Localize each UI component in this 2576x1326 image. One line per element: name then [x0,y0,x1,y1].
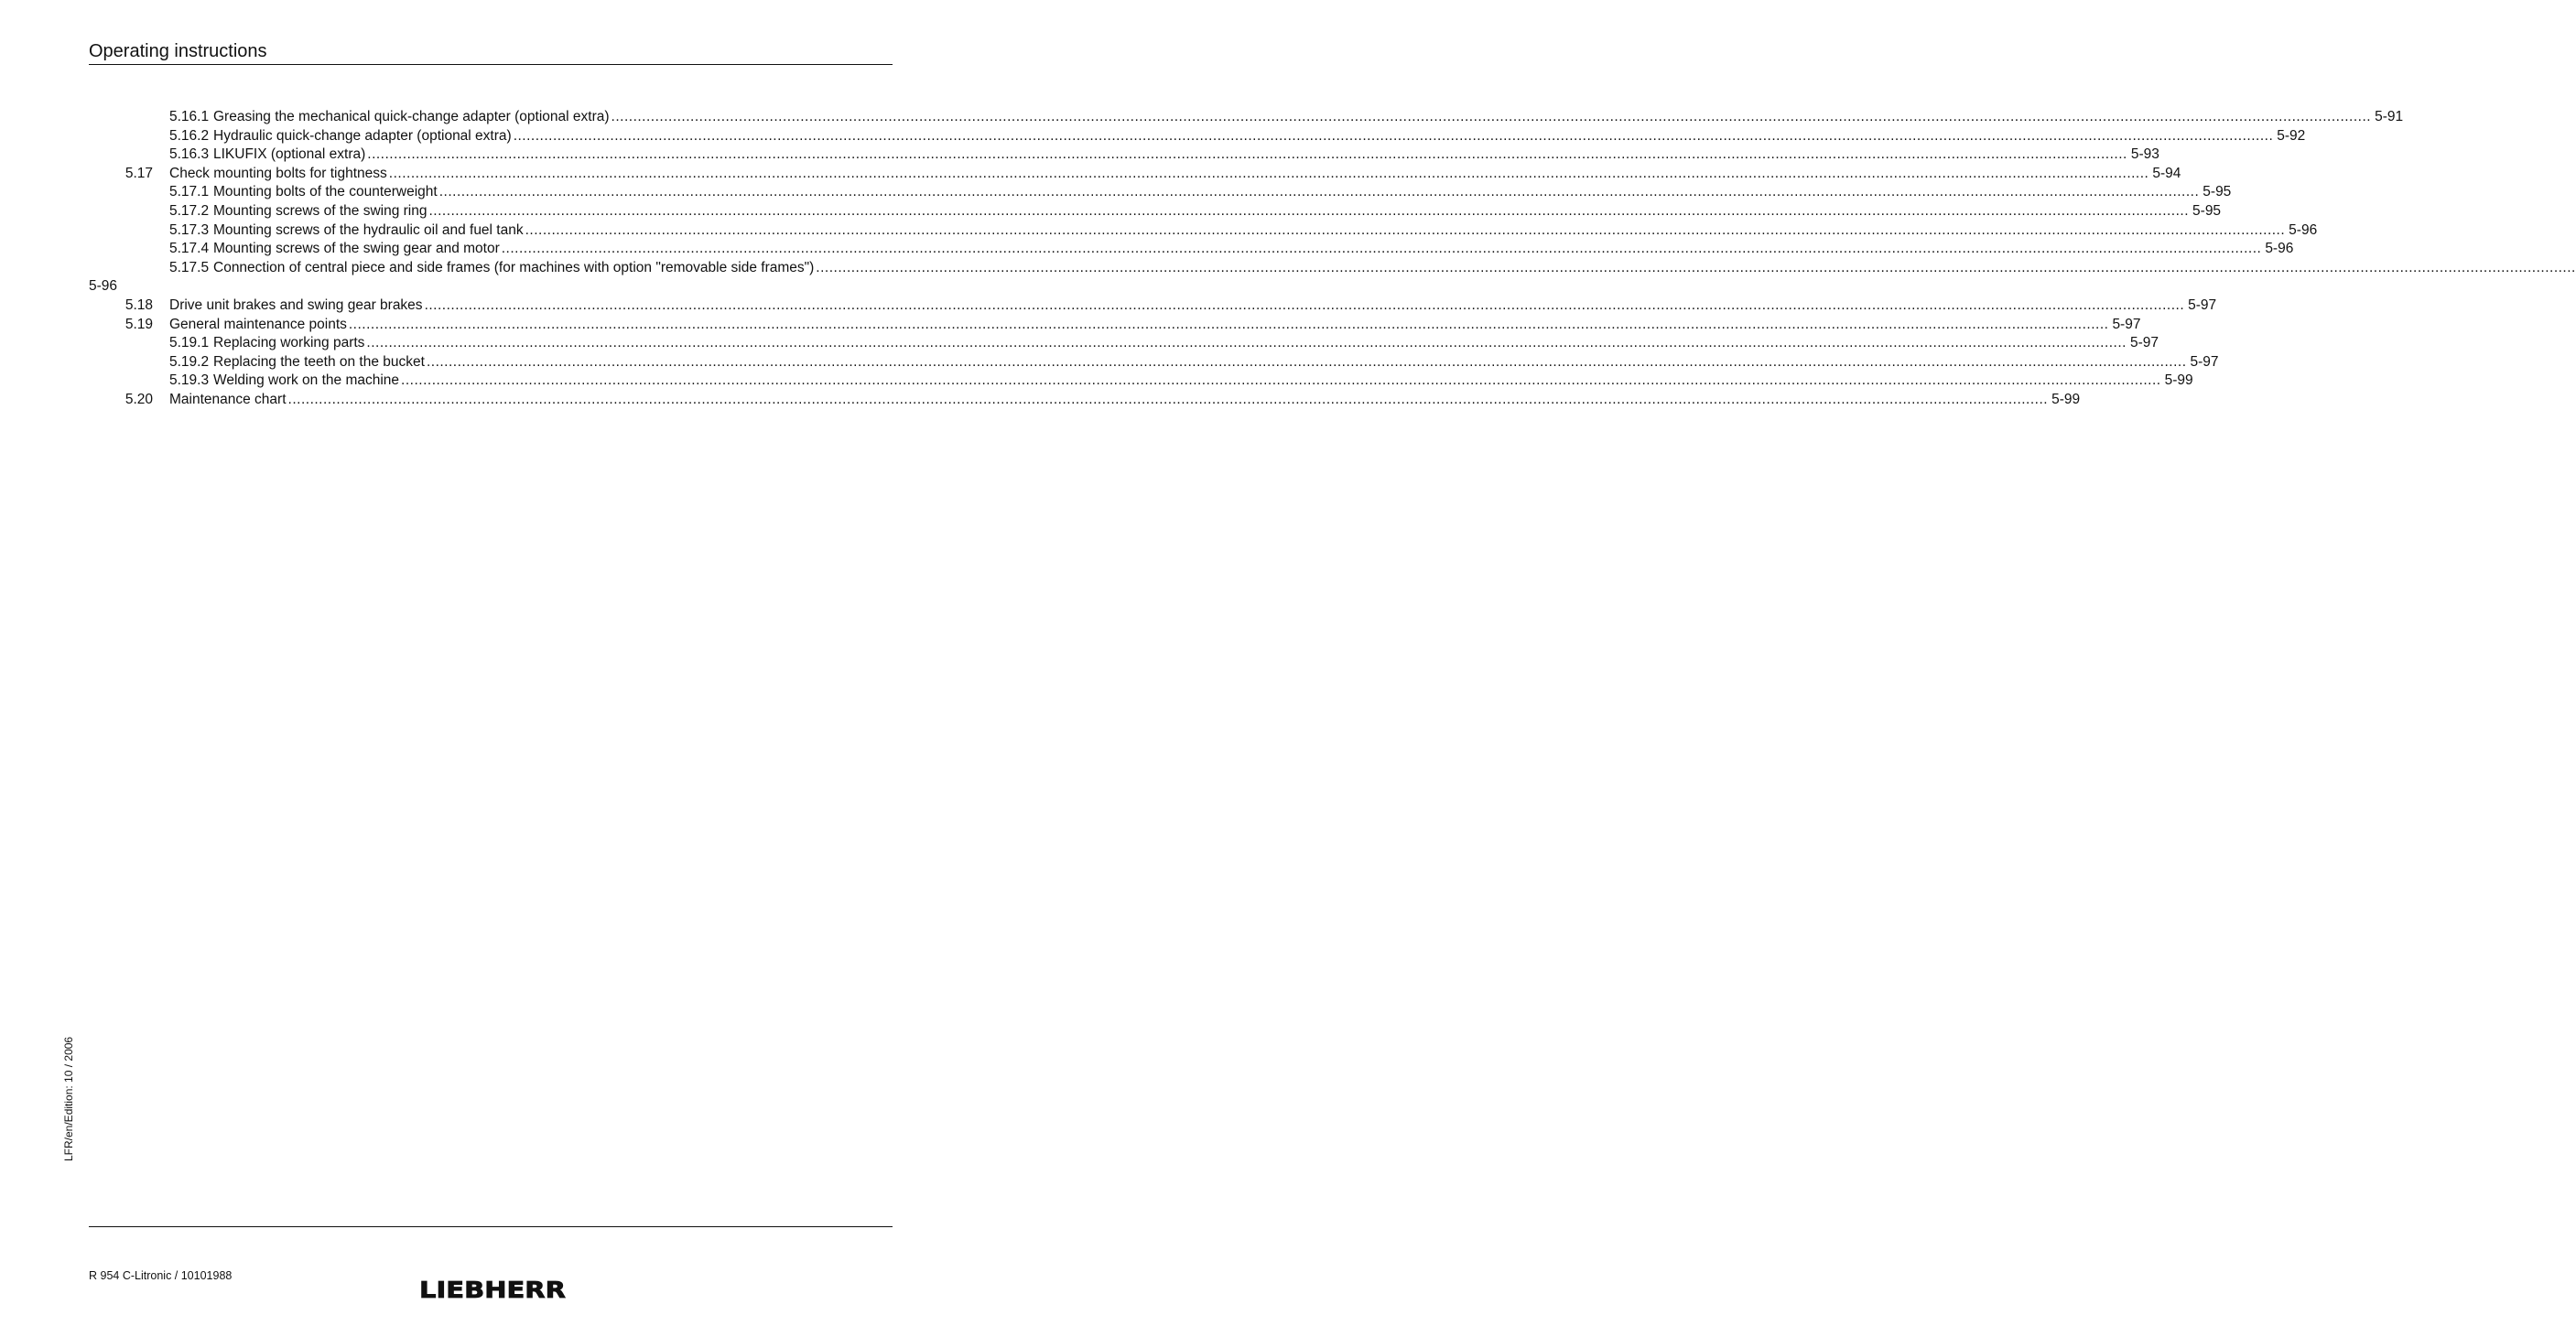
toc-entry[interactable] [89,202,2222,221]
toc-entry[interactable] [89,259,2576,278]
toc-entry-number: 5.16.2 [169,127,210,144]
toc-entry-number: 5.16.1 [169,109,210,124]
toc-dot-leader: ................................................................................................................................................................................................................................................................................................................................................................................................................ [367,146,2127,163]
toc-dot-leader: ................................................................................................................................................................................................................................................................................................................................................................................................................ [388,165,2149,181]
toc-entry-number: 5.17.3 [169,221,210,238]
toc-dot-leader: ................................................................................................................................................................................................................................................................................................................................................................................................................ [611,109,2372,124]
toc-entry-page: 5-93 [2130,146,2159,163]
toc-entry-title: Mounting screws of the swing ring [213,202,428,219]
toc-entry-title: Replacing the teeth on the bucket [213,353,425,370]
toc-dot-leader: ................................................................................................................................................................................................................................................................................................................................................................................................................ [401,372,2161,389]
toc-entry-number: 5.20 [124,391,153,407]
toc-entry[interactable] [89,334,2159,353]
toc-dot-leader: ................................................................................................................................................................................................................................................................................................................................................................................................................ [348,316,2109,332]
toc-entry-number: 5.16.3 [169,146,210,163]
toc-dot-leader: ................................................................................................................................................................................................................................................................................................................................................................................................................ [287,391,2049,407]
toc-entry[interactable] [89,221,2318,241]
liebherr-logo-text: LIEBHERR [419,1277,566,1303]
toc-entry-page: 5-99 [2051,391,2081,407]
toc-entry-page: 5-96 [2289,221,2318,238]
toc-entry[interactable] [89,165,2181,184]
toc-entry[interactable] [89,296,2217,316]
toc-entry-page: 5-92 [2277,127,2306,144]
toc-entry-number: 5.19 [124,316,153,332]
liebherr-logo-mark [418,1277,567,1303]
toc-entry-title: Maintenance chart [169,391,287,407]
toc-entry-number: 5.17.4 [169,241,210,257]
toc-entry-page: 5-97 [2188,296,2217,313]
toc-entry-page: 5-96 [89,278,118,295]
toc-entry-page: 5-99 [2164,372,2193,389]
toc-entry-title: General maintenance points [169,316,347,332]
toc-entry[interactable] [89,353,2219,372]
toc-entry-page: 5-95 [2192,202,2222,219]
edition-sidebar-text: LFR/en/Edition: 10 / 2006 [62,1036,75,1161]
toc-entry-page: 5-91 [2375,109,2404,124]
toc-dot-leader: ................................................................................................................................................................................................................................................................................................................................................................................................................ [816,259,2576,275]
toc-entry-title: Mounting bolts of the counterweight [213,184,438,200]
toc-entry-page: 5-97 [2129,335,2159,351]
toc-entry-number: 5.18 [124,296,153,313]
toc-entry-number: 5.17.5 [169,259,210,275]
toc-entry[interactable] [89,372,2193,391]
toc-entry-page: 5-96 [2265,241,2294,257]
toc-entry-number: 5.19.2 [169,353,210,370]
liebherr-logo [418,1278,567,1305]
toc-entry-page: 5-97 [2190,353,2219,370]
footer-divider [89,1226,893,1227]
footer-document-id: R 954 C-Litronic / 10101988 [89,1269,233,1282]
toc-dot-leader: ................................................................................................................................................................................................................................................................................................................................................................................................................ [513,127,2274,144]
toc-entry-number: 5.19.3 [169,372,210,389]
toc-entry[interactable] [89,127,2306,146]
toc-entry[interactable] [89,146,2159,165]
toc-entry-title: LIKUFIX (optional extra) [213,146,366,163]
page-header-title: Operating instructions [89,41,267,61]
toc-entry-title: Connection of central piece and side frames (for machines with option "removable side frames") [213,259,815,275]
toc-dot-leader: ................................................................................................................................................................................................................................................................................................................................................................................................................ [501,241,2262,257]
header-divider [89,64,893,65]
toc-entry-title: Drive unit brakes and swing gear brakes [169,296,423,313]
table-of-contents [89,108,2576,410]
toc-entry-title: Welding work on the machine [213,372,400,389]
toc-entry-page: 5-94 [2152,165,2181,181]
toc-entry-number: 5.17.2 [169,202,210,219]
toc-dot-leader: ................................................................................................................................................................................................................................................................................................................................................................................................................ [426,353,2187,370]
toc-entry-title: Hydraulic quick-change adapter (optional extra) [213,127,512,144]
toc-entry-page: 5-95 [2203,184,2232,200]
toc-entry[interactable] [89,183,2232,202]
toc-dot-leader: ................................................................................................................................................................................................................................................................................................................................................................................................................ [438,184,2200,200]
toc-entry-title: Replacing working parts [213,335,365,351]
toc-entry[interactable] [89,316,2141,335]
toc-entry-number: 5.17.1 [169,184,210,200]
toc-dot-leader: ................................................................................................................................................................................................................................................................................................................................................................................................................ [424,296,2185,313]
toc-entry-number: 5.19.1 [169,335,210,351]
toc-entry-number: 5.17 [124,165,153,181]
toc-entry-title: Check mounting bolts for tightness [169,165,387,181]
toc-entry[interactable] [89,108,2404,127]
toc-dot-leader: ................................................................................................................................................................................................................................................................................................................................................................................................................ [525,221,2286,238]
toc-entry-title: Mounting screws of the swing gear and motor [213,241,500,257]
toc-entry-continuation [89,277,893,296]
toc-dot-leader: ................................................................................................................................................................................................................................................................................................................................................................................................................ [366,335,2127,351]
toc-entry-title: Greasing the mechanical quick-change adapter (optional extra) [213,109,610,124]
toc-entry[interactable] [89,240,2294,259]
toc-entry-title: Mounting screws of the hydraulic oil and fuel tank [213,221,524,238]
toc-entry-page: 5-97 [2112,316,2141,332]
toc-dot-leader: ................................................................................................................................................................................................................................................................................................................................................................................................................ [428,202,2190,219]
toc-entry[interactable] [89,391,2081,410]
